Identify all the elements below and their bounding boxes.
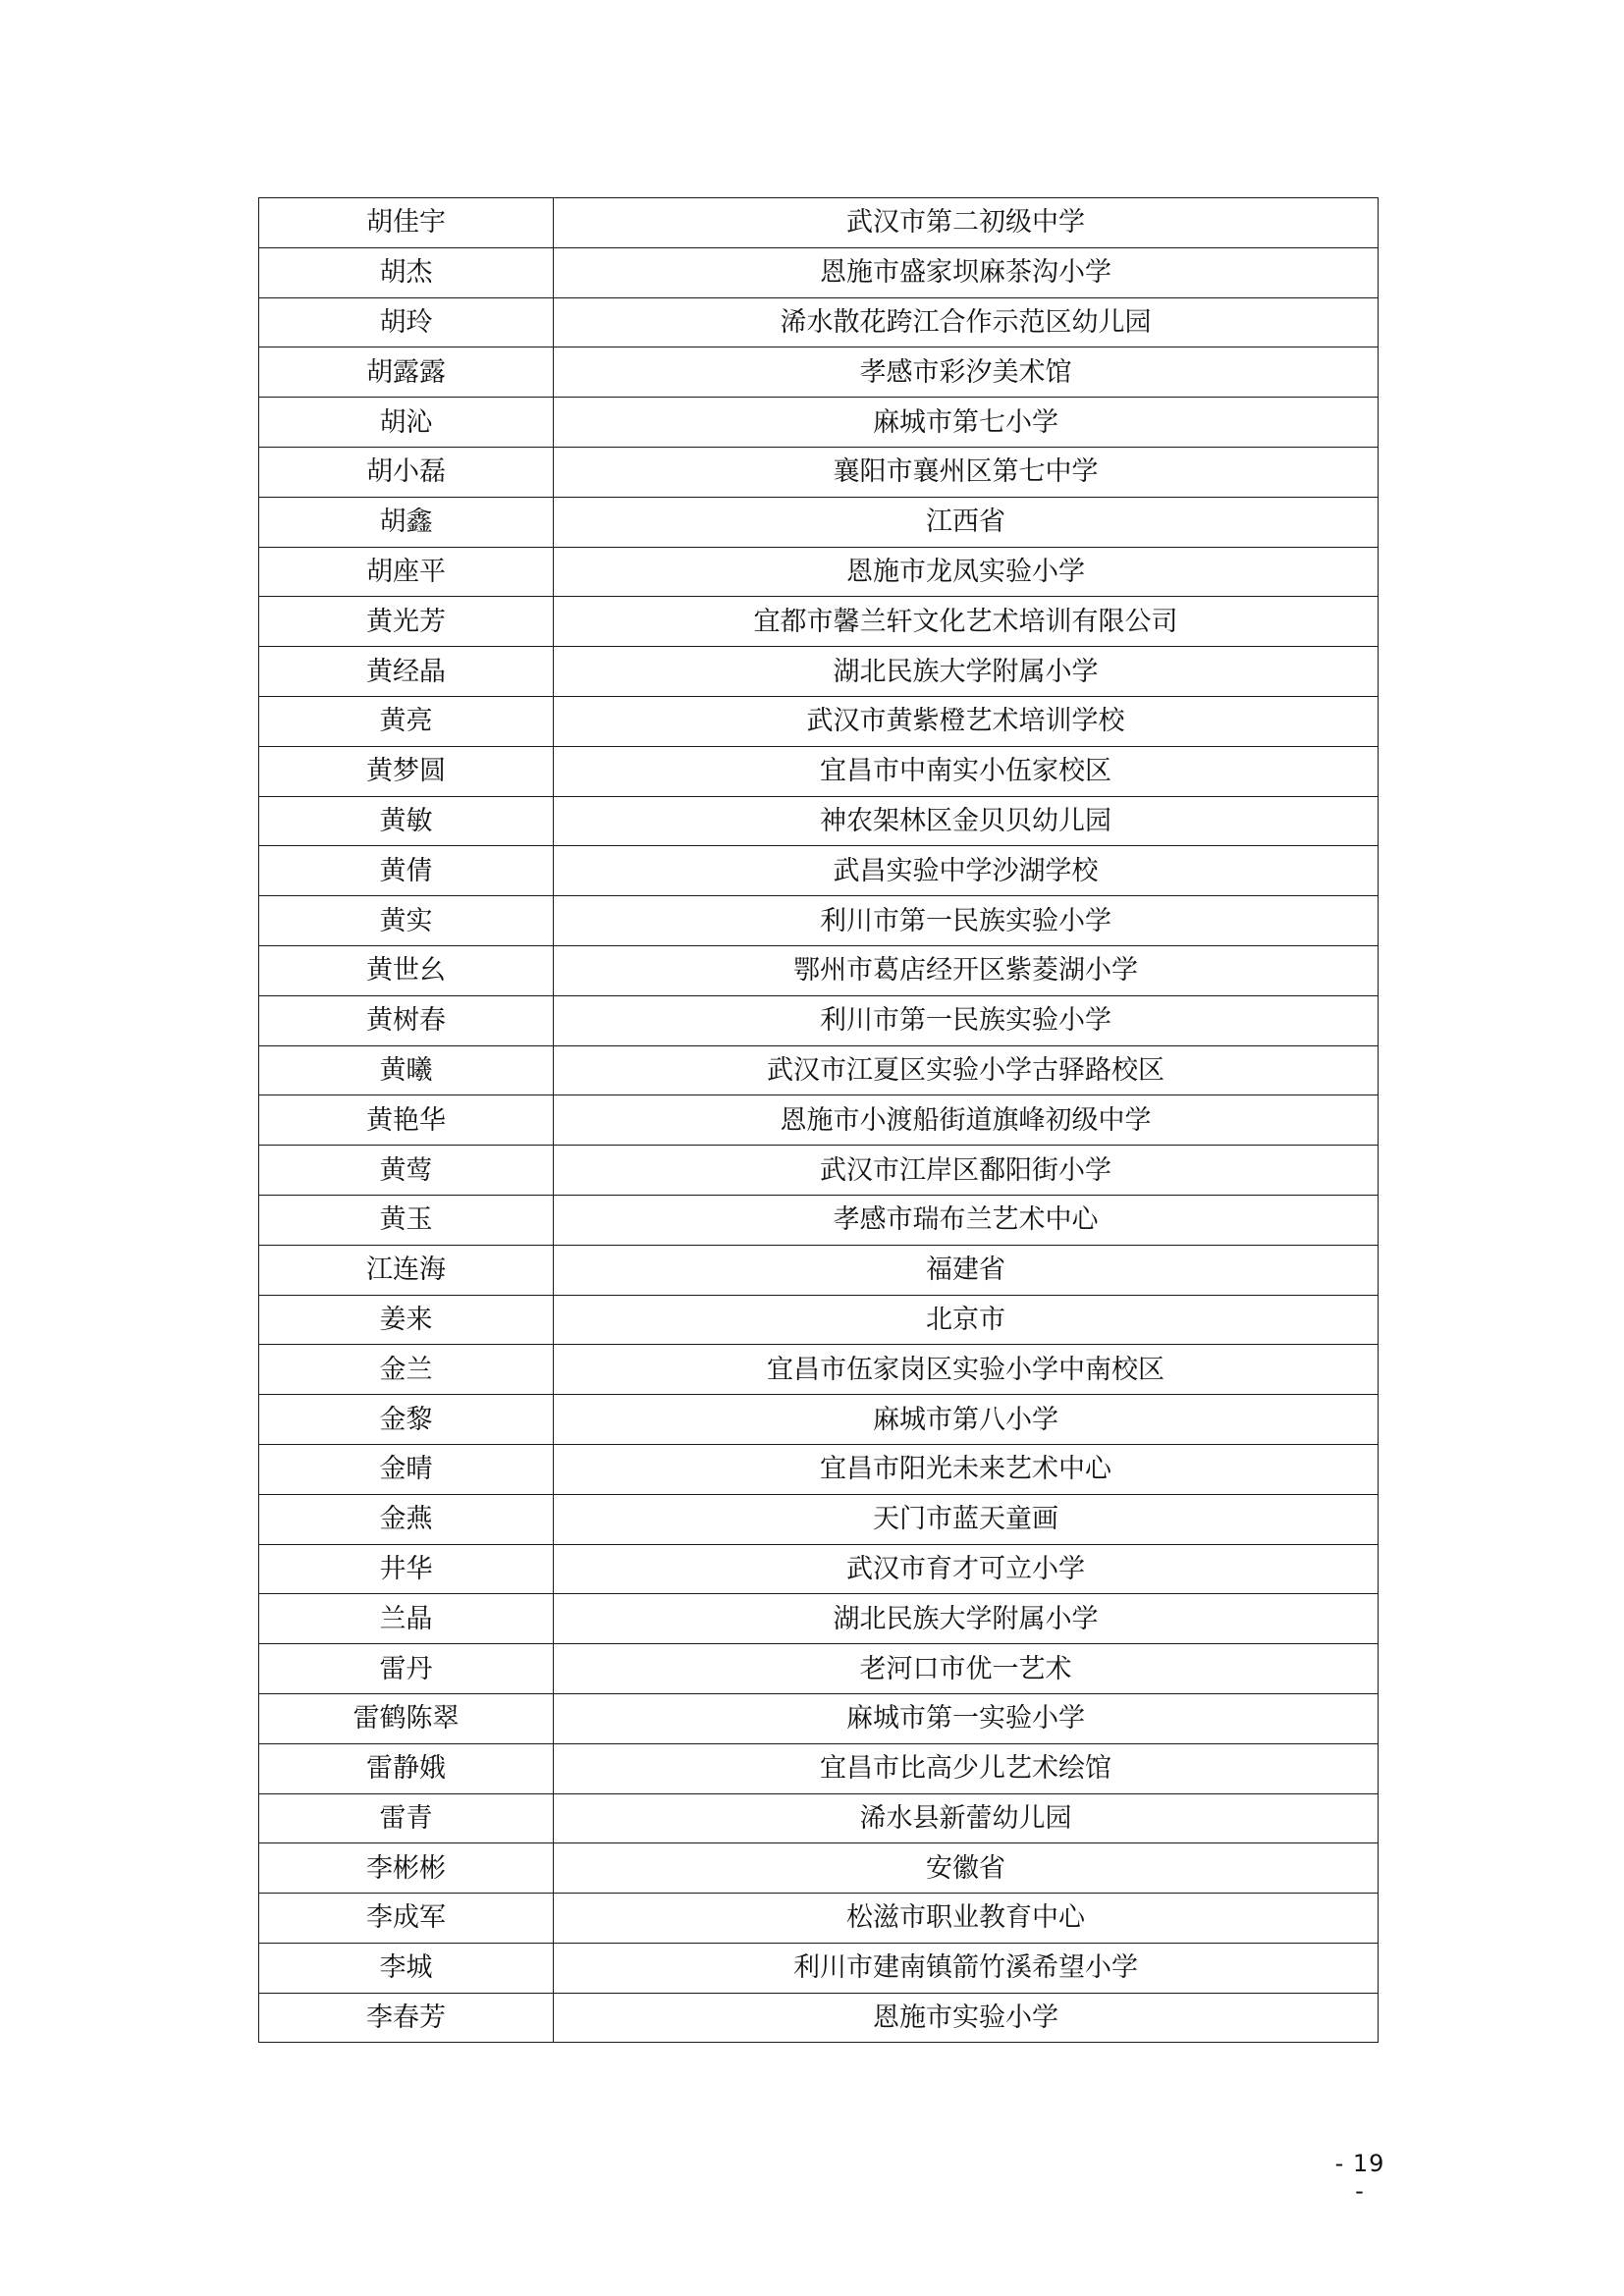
unit-cell: 宜昌市伍家岗区实验小学中南校区 bbox=[554, 1345, 1379, 1395]
table-row bbox=[259, 1793, 1379, 1843]
table-row bbox=[259, 846, 1379, 896]
unit-cell: 利川市第一民族实验小学 bbox=[554, 896, 1379, 946]
table-row bbox=[259, 796, 1379, 846]
name-cell: 黄世幺 bbox=[259, 945, 554, 995]
unit-cell: 宜昌市比高少儿艺术绘馆 bbox=[554, 1743, 1379, 1793]
name-cell: 黄莺 bbox=[259, 1146, 554, 1196]
table-row bbox=[259, 1594, 1379, 1644]
name-cell: 雷青 bbox=[259, 1793, 554, 1843]
unit-cell: 福建省 bbox=[554, 1245, 1379, 1295]
name-cell: 金兰 bbox=[259, 1345, 554, 1395]
unit-cell: 湖北民族大学附属小学 bbox=[554, 1594, 1379, 1644]
table-row bbox=[259, 347, 1379, 398]
table-row bbox=[259, 1544, 1379, 1594]
table-row bbox=[259, 1295, 1379, 1345]
name-cell: 江连海 bbox=[259, 1245, 554, 1295]
name-cell: 黄敏 bbox=[259, 796, 554, 846]
unit-cell: 湖北民族大学附属小学 bbox=[554, 647, 1379, 697]
name-cell: 李城 bbox=[259, 1943, 554, 1993]
table-row bbox=[259, 198, 1379, 248]
unit-cell: 麻城市第七小学 bbox=[554, 398, 1379, 448]
unit-cell: 宜昌市中南实小伍家校区 bbox=[554, 746, 1379, 796]
name-cell: 黄曦 bbox=[259, 1045, 554, 1095]
table-row bbox=[259, 398, 1379, 448]
name-cell: 胡座平 bbox=[259, 547, 554, 597]
table-row bbox=[259, 547, 1379, 597]
unit-cell: 恩施市实验小学 bbox=[554, 1993, 1379, 2043]
name-cell: 李成军 bbox=[259, 1894, 554, 1944]
page-number: - 19 - bbox=[1334, 2150, 1385, 2205]
table-row bbox=[259, 1444, 1379, 1494]
unit-cell: 老河口市优一艺术 bbox=[554, 1644, 1379, 1694]
table-row bbox=[259, 447, 1379, 497]
name-cell: 黄光芳 bbox=[259, 597, 554, 647]
unit-cell: 武汉市育才可立小学 bbox=[554, 1544, 1379, 1594]
name-cell: 胡杰 bbox=[259, 247, 554, 297]
name-cell: 李春芳 bbox=[259, 1993, 554, 2043]
unit-cell: 浠水县新蕾幼儿园 bbox=[554, 1793, 1379, 1843]
roster-body bbox=[259, 198, 1379, 2043]
unit-cell: 宜昌市阳光未来艺术中心 bbox=[554, 1444, 1379, 1494]
table-row bbox=[259, 497, 1379, 547]
name-cell: 黄经晶 bbox=[259, 647, 554, 697]
unit-cell: 襄阳市襄州区第七中学 bbox=[554, 447, 1379, 497]
table-row bbox=[259, 297, 1379, 347]
name-cell: 胡沁 bbox=[259, 398, 554, 448]
unit-cell: 神农架林区金贝贝幼儿园 bbox=[554, 796, 1379, 846]
table-row bbox=[259, 647, 1379, 697]
unit-cell: 恩施市小渡船街道旗峰初级中学 bbox=[554, 1095, 1379, 1146]
unit-cell: 宜都市馨兰轩文化艺术培训有限公司 bbox=[554, 597, 1379, 647]
table-row bbox=[259, 896, 1379, 946]
name-cell: 金燕 bbox=[259, 1494, 554, 1544]
name-cell: 李彬彬 bbox=[259, 1843, 554, 1894]
name-cell: 黄梦圆 bbox=[259, 746, 554, 796]
unit-cell: 武汉市江岸区鄱阳街小学 bbox=[554, 1146, 1379, 1196]
unit-cell: 江西省 bbox=[554, 497, 1379, 547]
unit-cell: 武汉市黄紫橙艺术培训学校 bbox=[554, 696, 1379, 746]
name-cell: 黄亮 bbox=[259, 696, 554, 746]
table-row bbox=[259, 945, 1379, 995]
table-row bbox=[259, 1693, 1379, 1743]
unit-cell: 北京市 bbox=[554, 1295, 1379, 1345]
table-row bbox=[259, 597, 1379, 647]
table-row bbox=[259, 1943, 1379, 1993]
unit-cell: 鄂州市葛店经开区紫菱湖小学 bbox=[554, 945, 1379, 995]
unit-cell: 松滋市职业教育中心 bbox=[554, 1894, 1379, 1944]
unit-cell: 孝感市彩汐美术馆 bbox=[554, 347, 1379, 398]
unit-cell: 武昌实验中学沙湖学校 bbox=[554, 846, 1379, 896]
name-cell: 胡露露 bbox=[259, 347, 554, 398]
name-cell: 胡玲 bbox=[259, 297, 554, 347]
table-row bbox=[259, 1843, 1379, 1894]
table-row bbox=[259, 995, 1379, 1045]
name-cell: 黄艳华 bbox=[259, 1095, 554, 1146]
name-cell: 兰晶 bbox=[259, 1594, 554, 1644]
name-cell: 黄实 bbox=[259, 896, 554, 946]
name-cell: 金黎 bbox=[259, 1395, 554, 1445]
table-row bbox=[259, 1045, 1379, 1095]
table-row bbox=[259, 247, 1379, 297]
unit-cell: 麻城市第一实验小学 bbox=[554, 1693, 1379, 1743]
unit-cell: 麻城市第八小学 bbox=[554, 1395, 1379, 1445]
unit-cell: 浠水散花跨江合作示范区幼儿园 bbox=[554, 297, 1379, 347]
name-cell: 姜来 bbox=[259, 1295, 554, 1345]
table-row bbox=[259, 696, 1379, 746]
table-row bbox=[259, 746, 1379, 796]
name-cell: 雷鹤陈翠 bbox=[259, 1693, 554, 1743]
table-row bbox=[259, 1993, 1379, 2043]
unit-cell: 利川市第一民族实验小学 bbox=[554, 995, 1379, 1045]
unit-cell: 恩施市盛家坝麻茶沟小学 bbox=[554, 247, 1379, 297]
roster-table bbox=[258, 197, 1379, 2043]
unit-cell: 武汉市江夏区实验小学古驿路校区 bbox=[554, 1045, 1379, 1095]
name-cell: 黄树春 bbox=[259, 995, 554, 1045]
name-cell: 胡小磊 bbox=[259, 447, 554, 497]
table-row bbox=[259, 1494, 1379, 1544]
unit-cell: 武汉市第二初级中学 bbox=[554, 198, 1379, 248]
name-cell: 雷静娥 bbox=[259, 1743, 554, 1793]
unit-cell: 恩施市龙凤实验小学 bbox=[554, 547, 1379, 597]
table-row bbox=[259, 1345, 1379, 1395]
table-row bbox=[259, 1395, 1379, 1445]
name-cell: 金晴 bbox=[259, 1444, 554, 1494]
name-cell: 井华 bbox=[259, 1544, 554, 1594]
unit-cell: 安徽省 bbox=[554, 1843, 1379, 1894]
table-row bbox=[259, 1644, 1379, 1694]
table-row bbox=[259, 1146, 1379, 1196]
unit-cell: 天门市蓝天童画 bbox=[554, 1494, 1379, 1544]
table-row bbox=[259, 1743, 1379, 1793]
table-row bbox=[259, 1245, 1379, 1295]
name-cell: 黄玉 bbox=[259, 1195, 554, 1245]
name-cell: 雷丹 bbox=[259, 1644, 554, 1694]
name-cell: 胡鑫 bbox=[259, 497, 554, 547]
name-cell: 胡佳宇 bbox=[259, 198, 554, 248]
table-row bbox=[259, 1095, 1379, 1146]
table-row bbox=[259, 1195, 1379, 1245]
unit-cell: 孝感市瑞布兰艺术中心 bbox=[554, 1195, 1379, 1245]
table-row bbox=[259, 1894, 1379, 1944]
unit-cell: 利川市建南镇箭竹溪希望小学 bbox=[554, 1943, 1379, 1993]
name-cell: 黄倩 bbox=[259, 846, 554, 896]
